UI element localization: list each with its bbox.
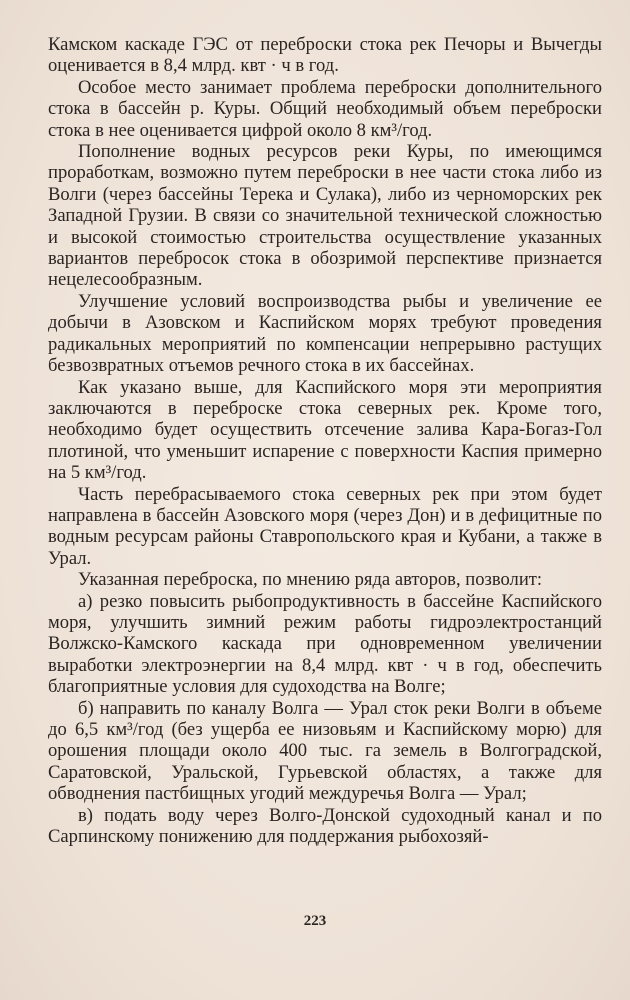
page-number: 223 xyxy=(303,913,327,929)
list-item-c: в) подать воду через Волго-Донской судоходный канал и по Сарпинскому понижению для поддержания рыбохозяй- xyxy=(48,804,602,848)
paragraph-3: Пополнение водных ресурсов реки Куры, по имеющимся проработкам, возможно путем переброски в нее части стока либо из Волги (через бассейны Терека и Сулака), либо из черноморских рек Западной Грузии. В связи со значительной технической сложностью и высокой стоимостью строительства осуществление указанных вариантов перебросок стока в обозримой перспективе признается нецелесообразным. xyxy=(48,141,602,291)
paragraph-6: Часть перебрасываемого стока северных рек при этом будет направлена в бассейн Азовского моря (через Дон) и в дефицитные по водным ресурсам районы Ставропольского края и Кубани, а также в Урал. xyxy=(48,483,602,569)
body-text xyxy=(48,34,602,847)
paragraph-4: Улучшение условий воспроизводства рыбы и увеличение ее добычи в Азовском и Каспийском морях требуют проведения радикальных мероприятий по компенсации непрерывно растущих безвозвратных отъемов речного стока в их бассейнах. xyxy=(48,290,602,377)
paragraph-7: Указанная переброска, по мнению ряда авторов, позволит: xyxy=(78,569,543,591)
paragraph-2: Особое место занимает проблема переброски дополнительного стока в бассейн р. Куры. Общий необходимый объем переброски стока в нее оценивается цифрой около 8 км³/год. xyxy=(48,76,602,141)
list-item-b: б) направить по каналу Волга — Урал сток реки Волги в объеме до 6,5 км³/год (без ущерба ее низовьям и Каспийскому морю) для орошения площади около 400 тыс. га земель в Волгоградской, Саратовской, Уральской, Гурьевской областях, а также для обводнения пастбищных угодий междуречья Волга — Урал; xyxy=(48,697,602,805)
list-item-a: а) резко повысить рыбопродуктивность в бассейне Каспийского моря, улучшить зимний режим работы гидроэлектростанций Волжско-Камского каскада при одновременном увеличении выработки электроэнергии на 8,4 млрд. квт · ч в год, обеспечить благоприятные условия для судоходства на Волге; xyxy=(48,590,602,698)
paragraph-1: Камском каскаде ГЭС от переброски стока рек Печоры и Вычегды оценивается в 8,4 млрд. квт · ч в год. xyxy=(48,34,602,77)
paragraph-5: Как указано выше, для Каспийского моря эти мероприятия заключаются в переброске стока северных рек. Кроме того, необходимо будет осуществить отсечение залива Кара-Богаз-Гол плотиной, что уменьшит испарение с поверхности Каспия примерно на 5 км³/год. xyxy=(48,376,602,484)
